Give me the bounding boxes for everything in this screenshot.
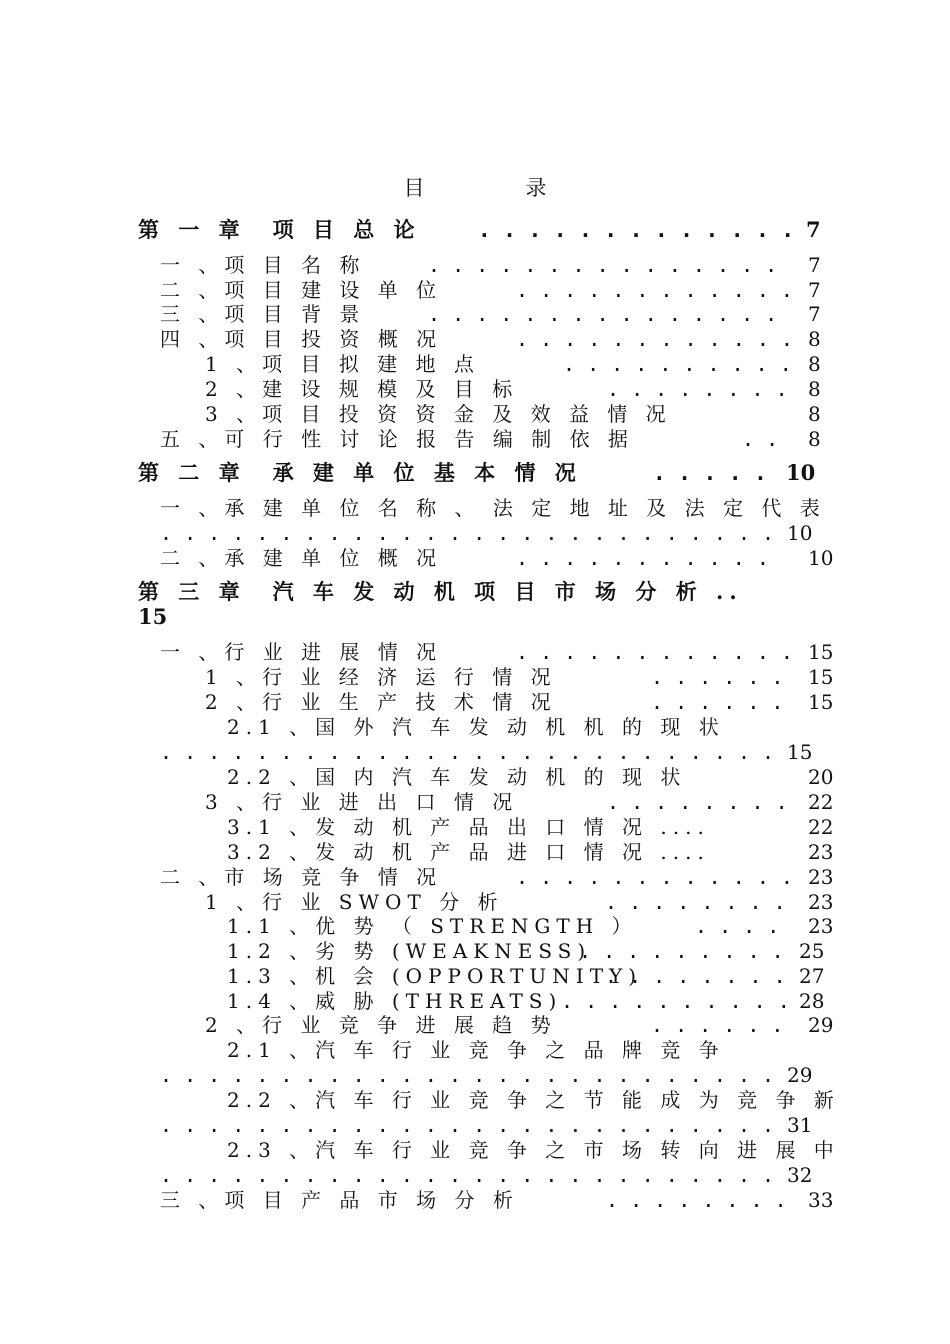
toc-entry[interactable] <box>227 765 834 789</box>
toc-entry-continuation[interactable] <box>160 521 828 545</box>
toc-leader <box>606 1188 782 1212</box>
toc-label: 3.2 、发 动 机 产 品 进 口 情 况 .... <box>227 840 710 864</box>
toc-label: 三 、项 目 产 品 市 场 分 析 <box>160 1188 519 1212</box>
toc-entry[interactable] <box>227 715 828 739</box>
toc-page-number: 15 <box>808 690 834 714</box>
toc-entry-continuation[interactable] <box>160 1113 828 1137</box>
toc-label: 3 、项 目 投 资 资 金 及 效 益 情 况 <box>205 402 672 426</box>
toc-page-number: 23 <box>808 840 834 864</box>
toc-entry[interactable] <box>160 278 828 302</box>
toc-leader <box>160 1063 785 1087</box>
toc-label: 1 、行 业 SWOT 分 析 <box>205 890 504 914</box>
toc-page-number: 29 <box>787 1063 813 1087</box>
toc-label: 2.2 、汽 车 行 业 竞 争 之 节 能 成 为 竞 争 新 <box>227 1088 840 1112</box>
toc-leader <box>695 914 791 938</box>
toc-entry-continuation[interactable] <box>160 740 828 764</box>
toc-label: 一 、承 建 单 位 名 称 、 法 定 地 址 及 法 定 代 表 <box>160 496 826 520</box>
toc-page-number: 25 <box>799 939 825 963</box>
toc-label: 四 、项 目 投 资 概 况 <box>160 327 443 351</box>
toc-entry-chapter-2[interactable] <box>138 461 828 485</box>
toc-entry[interactable] <box>227 914 834 938</box>
toc-page-number: 20 <box>808 765 834 789</box>
toc-label: 1.1 、优 势 （ STRENGTH ） <box>227 914 638 938</box>
toc-entry[interactable] <box>160 253 828 277</box>
toc-entry[interactable] <box>205 402 828 426</box>
toc-page-number: 23 <box>808 865 834 889</box>
toc-entry[interactable] <box>227 1038 828 1062</box>
toc-label: 第 三 章 汽 车 发 动 机 项 目 市 场 分 析 .. <box>138 579 743 604</box>
toc-entry[interactable] <box>227 815 834 839</box>
toc-leader <box>605 964 797 988</box>
toc-label: 第 二 章 承 建 单 位 基 本 情 况 <box>138 460 582 485</box>
toc-label: 二 、市 场 竞 争 情 况 <box>160 865 443 889</box>
toc-leader <box>160 521 785 545</box>
toc-page-number: 33 <box>808 1188 834 1212</box>
toc-leader <box>607 377 790 401</box>
toc-entry-chapter-3[interactable] <box>138 580 828 604</box>
toc-page-number: 22 <box>808 815 834 839</box>
toc-page-number: 27 <box>799 964 825 988</box>
toc-entry[interactable] <box>160 640 834 664</box>
toc-entry[interactable] <box>227 840 834 864</box>
toc-label: 2 、行 业 生 产 技 术 情 况 <box>205 690 557 714</box>
toc-page-number: 31 <box>787 1113 813 1137</box>
toc-leader <box>428 302 790 326</box>
toc-entry[interactable] <box>205 890 834 914</box>
toc-entry[interactable] <box>205 665 834 689</box>
toc-entry-continuation[interactable] <box>160 1163 828 1187</box>
toc-leader <box>605 890 790 914</box>
toc-page-number: 7 <box>808 302 821 326</box>
toc-label: 二 、项 目 建 设 单 位 <box>160 278 443 302</box>
toc-leader <box>516 865 790 889</box>
toc-label: 五 、可 行 性 讨 论 报 告 编 制 依 据 <box>160 427 634 451</box>
toc-leader <box>160 740 785 764</box>
toc-page-number: 8 <box>808 352 821 376</box>
toc-entry[interactable] <box>160 427 828 451</box>
toc-label: 第 一 章 项 目 总 论 <box>138 217 421 242</box>
toc-page-number: 10 <box>787 521 813 545</box>
toc-label: 3.1 、发 动 机 产 品 出 口 情 况 .... <box>227 815 710 839</box>
toc-page-number: 23 <box>808 890 834 914</box>
toc-entry[interactable] <box>160 496 940 520</box>
toc-page-number: 23 <box>808 914 834 938</box>
toc-leader <box>607 790 790 814</box>
toc-entry-chapter-1[interactable] <box>138 218 828 242</box>
toc-entry[interactable] <box>227 964 828 988</box>
toc-label: 三 、项 目 背 景 <box>160 302 366 326</box>
toc-leader <box>160 1163 785 1187</box>
toc-leader <box>428 253 790 277</box>
toc-entry[interactable] <box>205 790 834 814</box>
toc-leader <box>516 640 790 664</box>
toc-entry[interactable] <box>205 377 828 401</box>
toc-page-number: 28 <box>799 989 825 1013</box>
toc-page-number: 8 <box>808 327 821 351</box>
toc-label: 1.2 、劣 势 (WEAKNESS) <box>227 939 592 963</box>
toc-page-number: 32 <box>787 1163 813 1187</box>
toc-leader <box>651 665 791 689</box>
toc-leader <box>516 546 784 570</box>
toc-leader <box>516 278 790 302</box>
toc-entry[interactable] <box>227 939 828 963</box>
toc-page-number: 8 <box>808 427 821 451</box>
page-title: 目 录 <box>403 176 587 200</box>
toc-entry[interactable] <box>227 989 828 1013</box>
toc-leader <box>651 690 791 714</box>
toc-entry[interactable] <box>160 546 834 570</box>
toc-leader <box>651 1013 791 1037</box>
toc-page-number: 8 <box>808 377 821 401</box>
toc-page-number: 15 <box>138 604 168 629</box>
toc-label: 2.1 、国 外 汽 车 发 动 机 机 的 现 状 <box>227 715 725 739</box>
toc-entry[interactable] <box>160 302 828 326</box>
toc-leader <box>160 1113 785 1137</box>
toc-entry[interactable] <box>160 327 828 351</box>
toc-entry[interactable] <box>205 690 834 714</box>
toc-page-number: 7 <box>808 278 821 302</box>
toc-label: 2.2 、国 内 汽 车 发 动 机 的 现 状 <box>227 765 687 789</box>
toc-label: 2 、行 业 竞 争 进 展 趋 势 <box>205 1013 557 1037</box>
toc-page-number: 10 <box>786 460 816 485</box>
toc-leader <box>478 218 790 242</box>
toc-page-number: 10 <box>808 546 834 570</box>
toc-page-number: 15 <box>787 740 813 764</box>
toc-entry[interactable] <box>227 1138 940 1162</box>
toc-entry[interactable] <box>160 1188 834 1212</box>
toc-label: 3 、行 业 进 出 口 情 况 <box>205 790 519 814</box>
toc-label: 1 、行 业 经 济 运 行 情 况 <box>205 665 557 689</box>
toc-leader <box>653 461 773 485</box>
toc-label: 二 、承 建 单 位 概 况 <box>160 546 443 570</box>
toc-entry[interactable] <box>160 865 834 889</box>
toc-label: 1 、项 目 拟 建 地 点 <box>205 352 480 376</box>
toc-entry[interactable] <box>205 352 828 376</box>
toc-leader <box>516 327 790 351</box>
toc-leader <box>563 352 790 376</box>
toc-page-number: 7 <box>806 217 821 242</box>
toc-page-number: 8 <box>808 402 821 426</box>
toc-entry-continuation[interactable] <box>138 605 828 629</box>
toc-label: 1.3 、机 会 (OPPORTUNITY) <box>227 964 643 988</box>
toc-page-number: 29 <box>808 1013 834 1037</box>
toc-leader <box>579 939 797 963</box>
toc-page-number: 22 <box>808 790 834 814</box>
toc-entry-continuation[interactable] <box>160 1063 828 1087</box>
toc-label: 2 、建 设 规 模 及 目 标 <box>205 377 519 401</box>
toc-page-number: 15 <box>808 640 834 664</box>
toc-page-number: 15 <box>808 665 834 689</box>
toc-label: 2.1 、汽 车 行 业 竞 争 之 品 牌 竞 争 <box>227 1038 725 1062</box>
toc-entry[interactable] <box>227 1088 940 1112</box>
toc-label: 一 、项 目 名 称 <box>160 253 366 277</box>
toc-leader <box>561 989 797 1013</box>
toc-leader <box>742 427 790 451</box>
toc-label: 1.4 、威 胁 (THREATS) <box>227 989 563 1013</box>
toc-entry[interactable] <box>205 1013 834 1037</box>
toc-label: 2.3 、汽 车 行 业 竞 争 之 市 场 转 向 进 展 中 <box>227 1138 840 1162</box>
toc-label: 一 、行 业 进 展 情 况 <box>160 640 443 664</box>
toc-page-number: 7 <box>808 253 821 277</box>
